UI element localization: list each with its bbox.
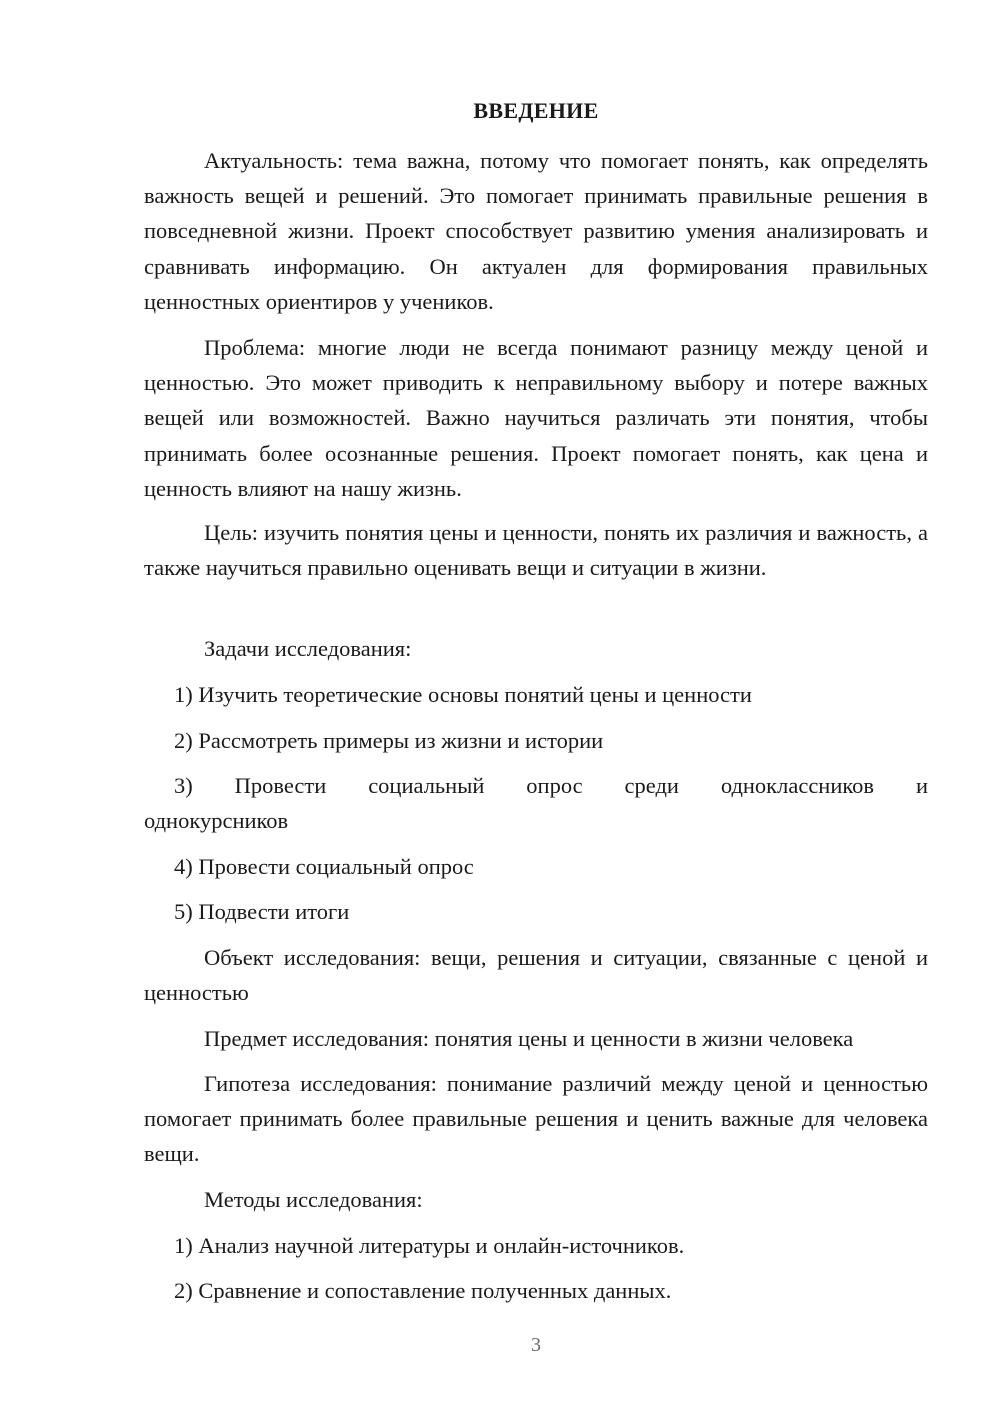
method-item-1: 1) Анализ научной литературы и онлайн-источников. — [174, 1233, 685, 1258]
object-paragraph: Объект исследования: вещи, решения и ситуации, связанные с ценой и ценностью — [144, 945, 928, 1006]
hypothesis-paragraph: Гипотеза исследования: понимание различий между ценой и ценностью помогает принимать более правильные решения и ценить важные для человека вещи. — [144, 1071, 928, 1167]
section-heading: ВВЕДЕНИЕ — [473, 98, 599, 123]
subject-paragraph: Предмет исследования: понятия цены и ценности в жизни человека — [204, 1026, 854, 1051]
task-item-3: 3) Провести социальный опрос среди одноклассников и однокурсников — [144, 773, 928, 834]
methods-title: Методы исследования: — [204, 1187, 423, 1212]
actuality-paragraph: Актуальность: тема важна, потому что помогает понять, как определять важность вещей и решений. Это помогает принимать правильные решения в повседневной жизни. Проект способствует развитию умения анализировать и сравнивать информацию. Он актуален для формирования правильных ценностных ориентиров у учеников. — [144, 148, 928, 314]
tasks-title: Задачи исследования: — [204, 636, 412, 661]
task-item-5: 5) Подвести итоги — [174, 899, 350, 924]
problem-paragraph: Проблема: многие люди не всегда понимают разницу между ценой и ценностью. Это может приводить к неправильному выбору и потере важных вещей или возможностей. Важно научиться различать эти понятия, чтобы принимать более осознанные решения. Проект помогает понять, как цена и ценность влияют на нашу жизнь. — [144, 335, 928, 501]
method-item-2: 2) Сравнение и сопоставление полученных данных. — [174, 1278, 672, 1303]
task-item-2: 2) Рассмотреть примеры из жизни и истории — [174, 728, 604, 753]
goal-paragraph: Цель: изучить понятия цены и ценности, понять их различия и важность, а также научиться правильно оценивать вещи и ситуации в жизни. — [144, 520, 928, 581]
task-item-4: 4) Провести социальный опрос — [174, 854, 474, 879]
page-number: 3 — [531, 1334, 541, 1356]
task-item-1: 1) Изучить теоретические основы понятий цены и ценности — [174, 682, 752, 707]
